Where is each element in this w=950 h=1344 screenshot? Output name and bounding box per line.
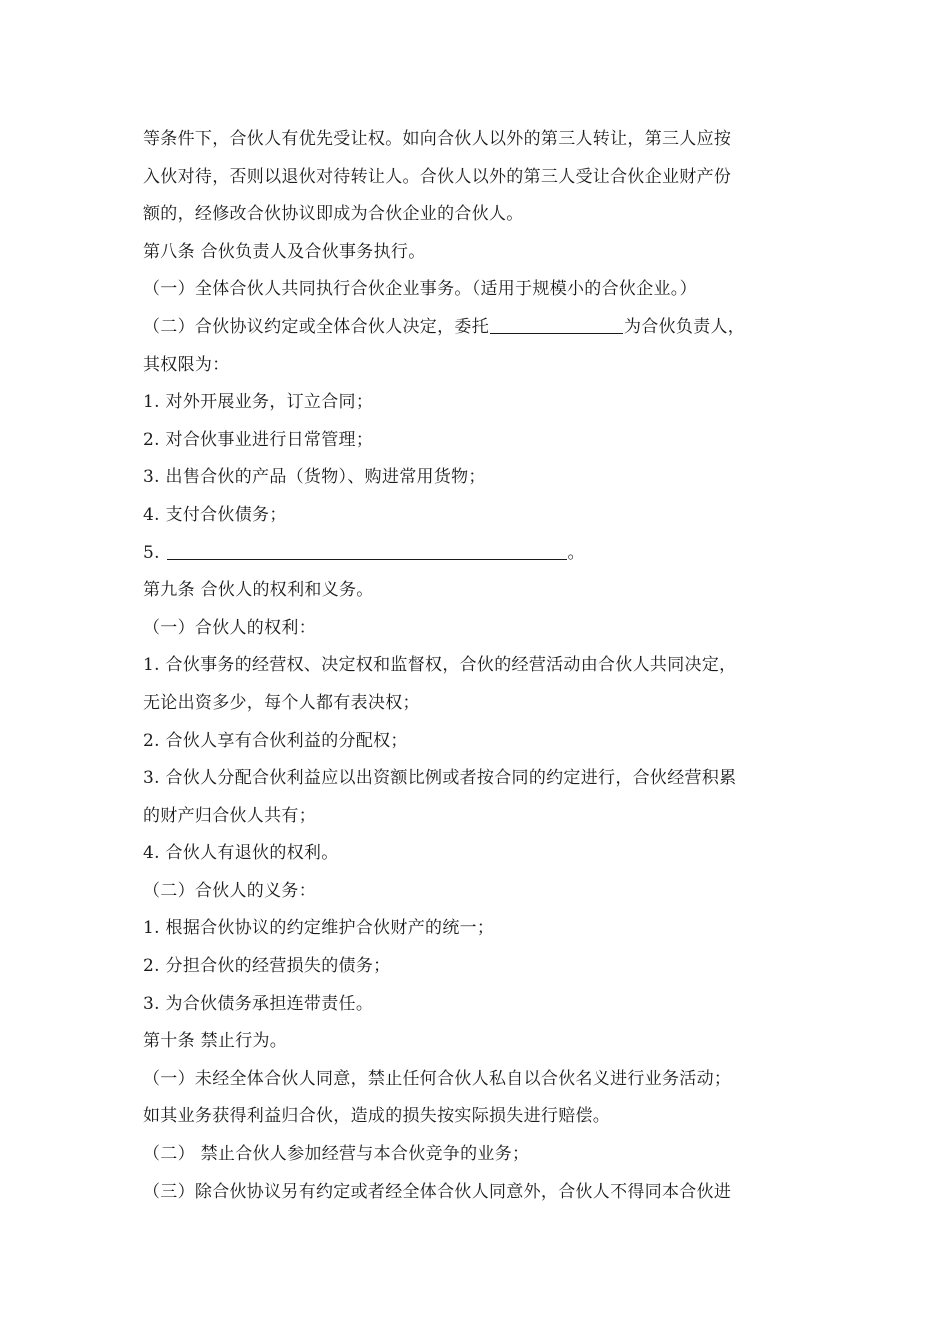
article-10-heading: 第十条 禁止行为。 [143, 1031, 288, 1052]
clause-line: （三）除合伙协议另有约定或者经全体合伙人同意外，合伙人不得同本合伙进 [143, 1181, 732, 1202]
article-9-heading: 第九条 合伙人的权利和义务。 [143, 580, 374, 601]
paragraph-line: 额的，经修改合伙协议即成为合伙企业的合伙人。 [143, 204, 524, 225]
document-body [143, 121, 813, 1211]
article-8-heading: 第八条 合伙负责人及合伙事务执行。 [143, 241, 426, 262]
list-number: 5. [143, 542, 166, 563]
list-item: 4. 支付合伙债务； [143, 504, 287, 525]
list-item: 1. 合伙事务的经营权、决定权和监督权，合伙的经营活动由合伙人共同决定， [143, 655, 737, 676]
list-item-with-blank [143, 535, 813, 573]
clause-line: （一）全体合伙人共同执行合伙企业事务。（适用于规模小的合伙企业。） [143, 279, 697, 300]
clause-line: （一）未经全体合伙人同意，禁止任何合伙人私自以合伙名义进行业务活动； [143, 1068, 732, 1089]
paragraph-line: 无论出资多少，每个人都有表决权； [143, 692, 420, 713]
list-item: 3. 为合伙债务承担连带责任。 [143, 993, 374, 1014]
list-item: 4. 合伙人有退伙的权利。 [143, 843, 339, 864]
fill-in-blank [167, 535, 567, 560]
list-item: 3. 出售合伙的产品（货物）、购进常用货物； [143, 467, 486, 488]
list-item: 2. 合伙人享有合伙利益的分配权； [143, 730, 408, 751]
paragraph-line: 的财产归合伙人共有； [143, 805, 316, 826]
clause-text: 为合伙负责人， [624, 316, 746, 337]
list-end-mark: 。 [567, 542, 585, 563]
list-item: 1. 根据合伙协议的约定维护合伙财产的统一； [143, 918, 495, 939]
clause-line-with-blank [143, 309, 813, 347]
fill-in-blank [490, 309, 623, 334]
list-item: 1. 对外开展业务，订立合同； [143, 392, 374, 413]
clause-text: （二）合伙协议约定或全体合伙人决定，委托 [143, 316, 489, 337]
paragraph-line: 等条件下，合伙人有优先受让权。如向合伙人以外的第三人转让，第三人应按 [143, 129, 732, 149]
list-item: 2. 分担合伙的经营损失的债务； [143, 956, 391, 977]
clause-line: （一）合伙人的权利： [143, 617, 316, 638]
paragraph-line: 其权限为： [143, 354, 230, 375]
list-item: 2. 对合伙事业进行日常管理； [143, 429, 374, 450]
clause-line: （二） 禁止合伙人参加经营与本合伙竞争的业务； [143, 1144, 530, 1165]
paragraph-line: 入伙对待，否则以退伙对待转让人。合伙人以外的第三人受让合伙企业财产份 [143, 166, 732, 187]
clause-line: （二）合伙人的义务： [143, 880, 316, 901]
paragraph-line: 如其业务获得利益归合伙，造成的损失按实际损失进行赔偿。 [143, 1106, 611, 1127]
list-item: 3. 合伙人分配合伙利益应以出资额比例或者按合同的约定进行，合伙经营积累 [143, 768, 737, 789]
